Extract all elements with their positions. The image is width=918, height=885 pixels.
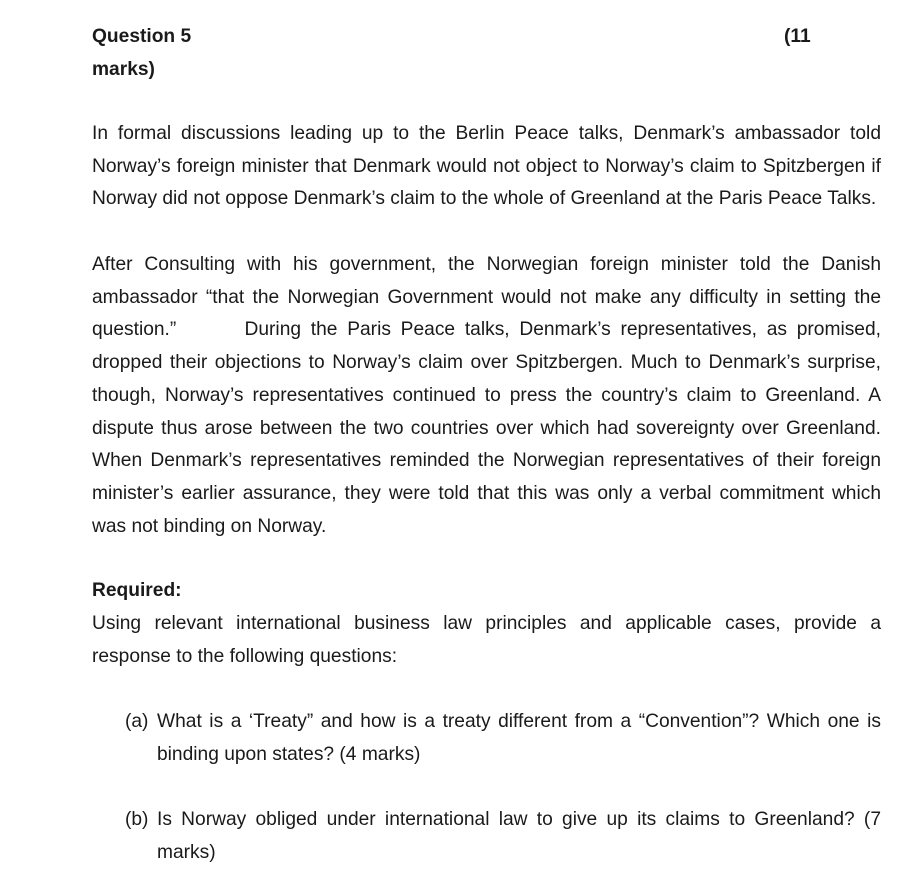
question-marks-open: (11 (784, 26, 811, 47)
sub-question-a-text: What is a ‘Treaty” and how is a treaty different from a “Convention”? Which one is binding upon states? (4 marks) (157, 711, 881, 765)
required-label: Required: (92, 580, 182, 601)
scenario-paragraph-1: In formal discussions leading up to the Berlin Peace talks, Denmark’s ambassador told Norway’s foreign minister that Denmark would not object to Norway’s claim to Spitzbergen if Norway did not oppose Denmark’s claim to the whole of Greenland at the Paris Peace Talks. (92, 123, 881, 210)
required-intro: Using relevant international business law principles and applicable cases, provide a response to the following questions: (92, 613, 881, 667)
question-title-text: Question 5 (92, 26, 192, 47)
scenario-paragraph-2b: During the Paris Peace talks, Denmark’s representatives, as promised, dropped their objections to Norway’s claim over Spitzbergen. Much to Denmark’s surprise, though, Norway’s representatives continued to press the country’s claim to Greenland. A dispute thus arose between the two countries over which had sovereignty over Greenland. When Denmark’s representatives reminded the Norwegian representatives of their foreign minister’s earlier assurance, they were told that this was only a verbal commitment which was not binding on Norway. (92, 319, 881, 537)
question-marks-close: marks) (92, 58, 155, 80)
sub-question-b-label: (b) (125, 809, 149, 830)
question-title (92, 21, 222, 86)
question-heading (92, 21, 822, 87)
scenario-paragraph-2a: After Consulting with his government, the Norwegian foreign minister told the Danish ambassador “that the Norwegian Government would not make any difficulty in setting the question.” (92, 254, 881, 341)
scenario-paragraph-2 (92, 249, 881, 543)
sub-question-b-text: Is Norway obliged under international law to give up its claims to Greenland? (7 marks) (157, 809, 881, 863)
sub-question-a-label: (a) (125, 711, 149, 732)
